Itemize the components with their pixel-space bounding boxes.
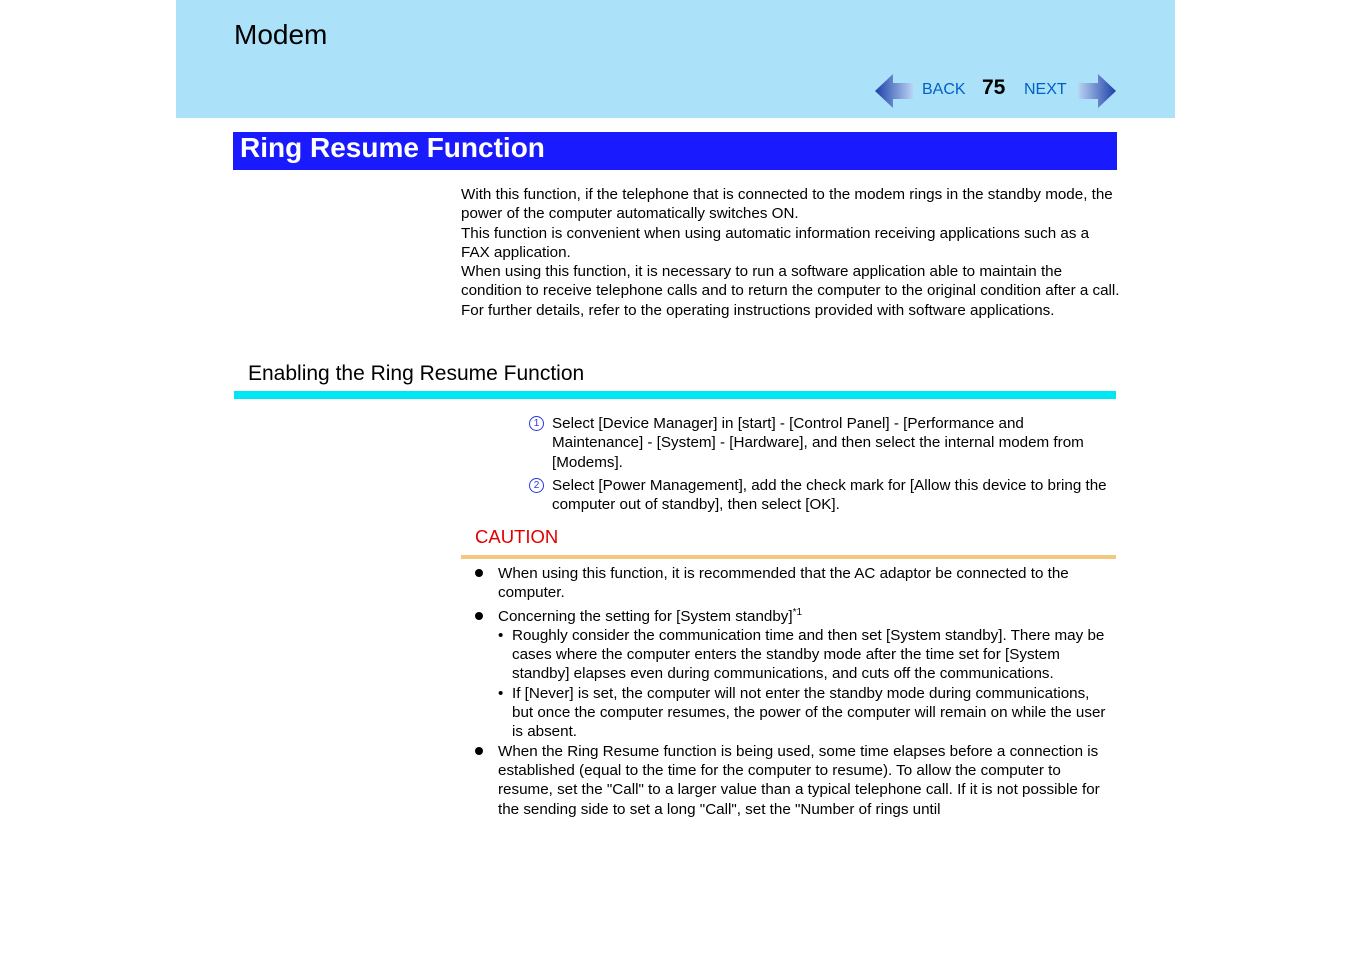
intro-paragraph: This function is convenient when using automatic information receiving applications such as a FAX application. bbox=[461, 224, 1090, 261]
caution-list bbox=[474, 564, 1114, 819]
step-number-icon: 1 bbox=[529, 416, 544, 431]
section-title: Ring Resume Function bbox=[240, 132, 545, 163]
list-item bbox=[474, 742, 1114, 819]
header bbox=[176, 0, 1175, 118]
sub-bullet-icon: • bbox=[498, 684, 504, 702]
list-item bbox=[474, 607, 1114, 626]
intro-text bbox=[461, 185, 1121, 320]
caution-text: Concerning the setting for [System standby] bbox=[498, 607, 793, 625]
page-title: Modem bbox=[234, 19, 328, 50]
caution-divider bbox=[461, 555, 1116, 559]
step-item bbox=[529, 414, 1119, 472]
caution-subtext: If [Never] is set, the computer will not enter the standby mode during communications, but once the computer resumes, the power of the computer will remain on while the user is absent. bbox=[512, 684, 1106, 741]
caution-subtext: Roughly consider the communication time and then set [System standby]. There may be cases where the computer enters the standby mode after the time set for [System standby] elapses even during communications, and cuts off the communications. bbox=[512, 626, 1105, 683]
sub-bullet-icon: • bbox=[498, 626, 504, 644]
step-text: Select [Power Management], add the check mark for [Allow this device to bring the computer out of standby], then select [OK]. bbox=[552, 476, 1107, 514]
next-link[interactable]: NEXT bbox=[1024, 81, 1067, 98]
page-number: 75 bbox=[982, 76, 1006, 99]
steps-list bbox=[529, 414, 1119, 518]
caution-text: When the Ring Resume function is being used, some time elapses before a connection is established (equal to the time for the computer to resume). To allow the computer to resume, set the "Call" to a larger value than a typical telephone call. If it is not possible for the sending side to set a long "Call", set the "Number of rings until bbox=[498, 742, 1100, 818]
caution-text: When using this function, it is recommended that the AC adaptor be connected to the computer. bbox=[498, 565, 1069, 602]
list-item bbox=[474, 564, 1114, 603]
bullet-icon bbox=[475, 612, 483, 620]
bullet-icon bbox=[475, 569, 483, 577]
intro-paragraph: With this function, if the telephone that is connected to the modem rings in the standby mode, the power of the computer automatically switches ON. bbox=[461, 186, 1113, 223]
section-title-bar bbox=[233, 132, 1117, 170]
caution-heading: CAUTION bbox=[475, 526, 559, 547]
step-item bbox=[529, 476, 1119, 515]
left-arrow-icon[interactable] bbox=[874, 72, 914, 110]
sub-list-item bbox=[474, 684, 1114, 742]
sub-list-item bbox=[474, 626, 1114, 684]
back-link[interactable]: BACK bbox=[922, 81, 966, 98]
bullet-icon bbox=[475, 747, 483, 755]
step-text: Select [Device Manager] in [start] - [Control Panel] - [Performance and Maintenance] - [System] - [Hardware], and then select the internal modem from [Modems]. bbox=[552, 415, 1084, 471]
right-arrow-icon[interactable] bbox=[1077, 72, 1117, 110]
subsection-title: Enabling the Ring Resume Function bbox=[248, 362, 585, 385]
step-number-icon: 2 bbox=[529, 478, 544, 493]
subsection-divider bbox=[234, 391, 1116, 399]
footnote-marker: *1 bbox=[792, 606, 803, 618]
intro-paragraph: When using this function, it is necessary to run a software application able to maintain the condition to receive telephone calls and to return the computer to the original condition after a call. For further details, refer to the operating instructions provided with software applications. bbox=[461, 263, 1120, 319]
